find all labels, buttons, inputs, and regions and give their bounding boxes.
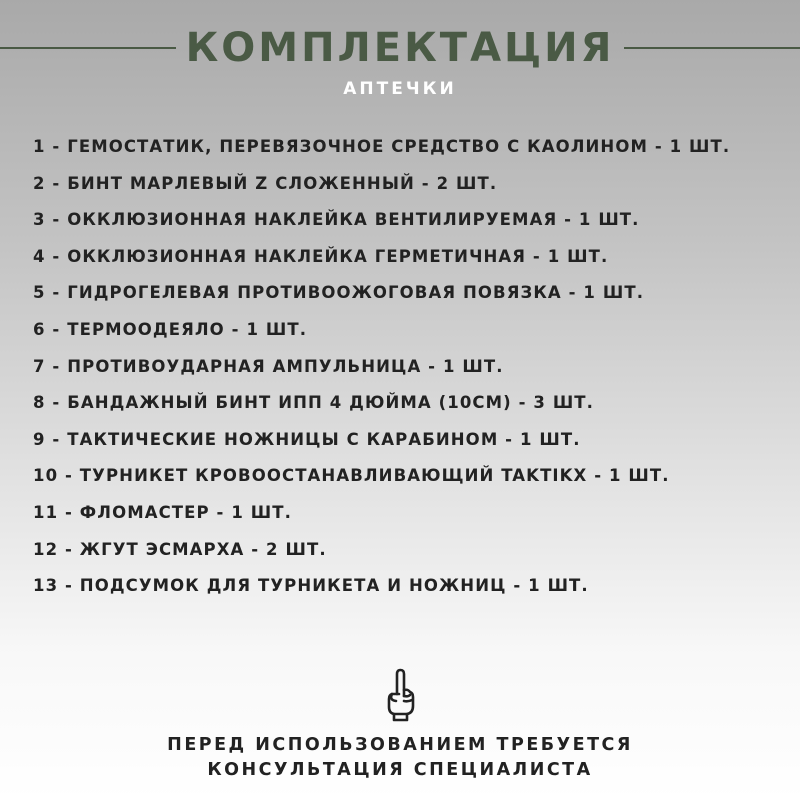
list-item: 5 - ГИДРОГЕЛЕВАЯ ПРОТИВООЖОГОВАЯ ПОВЯЗКА - 1 ШТ. <box>33 283 645 303</box>
kit-items-list <box>33 129 773 605</box>
list-item: 12 - ЖГУТ ЭСМАРХА - 2 ШТ. <box>33 539 327 559</box>
list-item: 4 - ОККЛЮЗИОННАЯ НАКЛЕЙКА ГЕРМЕТИЧНАЯ - 1 ШТ. <box>33 246 609 266</box>
page-subtitle: АПТЕЧКИ <box>343 79 457 99</box>
title-rule-left <box>0 47 176 49</box>
list-item: 10 - ТУРНИКЕТ КРОВООСТАНАВЛИВАЮЩИЙ TAKTIKX - 1 ШТ. <box>33 466 670 486</box>
notice-line-2: КОНСУЛЬТАЦИЯ СПЕЦИАЛИСТА <box>207 760 593 780</box>
list-item: 3 - ОККЛЮЗИОННАЯ НАКЛЕЙКА ВЕНТИЛИРУЕМАЯ - 1 ШТ. <box>33 210 640 230</box>
list-item: 1 - ГЕМОСТАТИК, ПЕРЕВЯЗОЧНОЕ СРЕДСТВО С КАОЛИНОМ - 1 ШТ. <box>33 137 731 156</box>
list-item: 13 - ПОДСУМОК ДЛЯ ТУРНИКЕТА И НОЖНИЦ - 1 ШТ. <box>33 576 589 596</box>
list-item: 11 - ФЛОМАСТЕР - 1 ШТ. <box>33 502 292 522</box>
notice-line-1: ПЕРЕД ИСПОЛЬЗОВАНИЕМ ТРЕБУЕТСЯ <box>167 735 633 755</box>
page-title: КОМПЛЕКТАЦИЯ <box>185 25 615 71</box>
list-item: 2 - БИНТ МАРЛЕВЫЙ Z СЛОЖЕННЫЙ - 2 ШТ. <box>33 173 498 193</box>
consultation-notice <box>0 733 800 783</box>
list-item: 9 - ТАКТИЧЕСКИЕ НОЖНИЦЫ С КАРАБИНОМ - 1 ШТ. <box>33 429 581 449</box>
list-item: 6 - ТЕРМООДЕЯЛО - 1 ШТ. <box>33 319 308 339</box>
title-rule-right <box>624 47 800 49</box>
list-item: 8 - БАНДАЖНЫЙ БИНТ ИПП 4 ДЮЙМА (10СМ) - 3 ШТ. <box>33 393 595 413</box>
list-item: 7 - ПРОТИВОУДАРНАЯ АМПУЛЬНИЦА - 1 ШТ. <box>33 356 504 376</box>
title-row <box>0 18 800 78</box>
pointing-finger-icon <box>384 668 416 722</box>
